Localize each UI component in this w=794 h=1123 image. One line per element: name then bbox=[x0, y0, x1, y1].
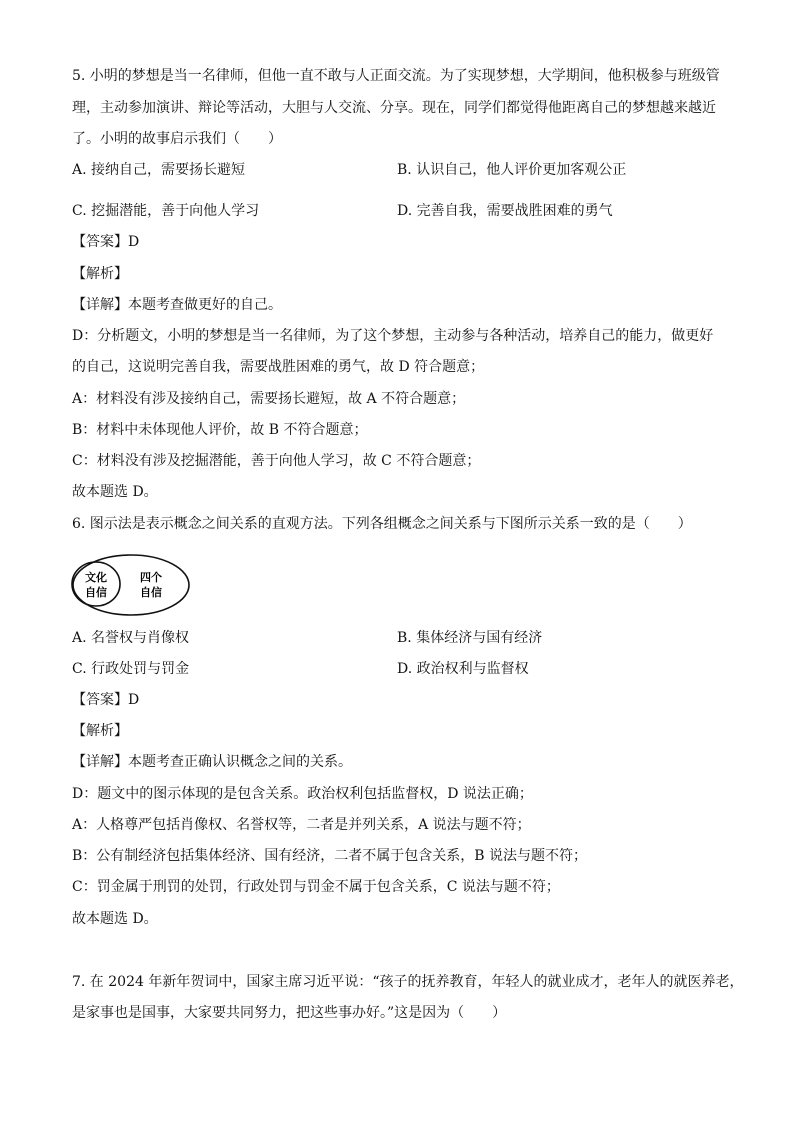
q6-explain-line: D：题文中的图示体现的是包含关系。政治权利包括监督权，D 说法正确； bbox=[72, 786, 533, 802]
q5-option-b: B. 认识自己，他人评价更加客观公正 bbox=[397, 162, 627, 178]
outer-label-line-2: 自信 bbox=[140, 586, 162, 599]
q5-explain-line: B：材料中未体现他人评价，故 B 不符合题意； bbox=[72, 422, 368, 438]
q7-stem-line-2: 是家事也是国事，大家要共同努力，把这些事办好。”这是因为（ ） bbox=[72, 1005, 507, 1021]
q6-explain-line: 故本题选 D。 bbox=[72, 911, 158, 927]
q6-stem: 6. 图示法是表示概念之间关系的直观方法。下列各组概念之间关系与下图所示关系一致的是（ ） bbox=[72, 516, 692, 532]
q6-analysis-label: 【解析】 bbox=[72, 723, 128, 739]
q6-option-b: B. 集体经济与国有经济 bbox=[397, 630, 543, 646]
q6-option-a: A. 名誉权与肖像权 bbox=[72, 630, 190, 646]
q5-explain-line: C：材料没有涉及挖掘潜能，善于向他人学习，故 C 不符合题意； bbox=[72, 453, 481, 469]
q5-analysis-label: 【解析】 bbox=[72, 266, 128, 282]
q6-answer: 【答案】D bbox=[72, 692, 140, 708]
q5-explain-line: D：分析题文，小明的梦想是当一名律师，为了这个梦想，主动参与各种活动，培养自己的能力，做更好 bbox=[72, 328, 714, 344]
q5-stem-line-3: 了。小明的故事启示我们（ ） bbox=[72, 131, 282, 147]
q5-option-a: A. 接纳自己，需要扬长避短 bbox=[72, 162, 246, 178]
q6-option-d: D. 政治权利与监督权 bbox=[397, 661, 529, 677]
q5-answer: 【答案】D bbox=[72, 234, 140, 250]
q6-detail: 【详解】本题考查正确认识概念之间的关系。 bbox=[72, 754, 352, 770]
q5-option-c: C. 挖掘潜能，善于向他人学习 bbox=[72, 203, 260, 219]
q6-explain-line: A：人格尊严包括肖像权、名誉权等，二者是并列关系，A 说法与题不符； bbox=[72, 817, 531, 833]
inner-label-line-1: 文化 bbox=[85, 571, 107, 584]
q5-explain-line: A：材料没有涉及接纳自己，需要扬长避短，故 A 不符合题意； bbox=[72, 391, 466, 407]
concept-inclusion-diagram bbox=[70, 552, 196, 620]
outer-label-line-1: 四个 bbox=[140, 571, 162, 584]
q7-stem-line-1: 7. 在 2024 年新年贺词中，国家主席习近平说：“孩子的抚养教育，年轻人的就业成才，老年人的就医养老， bbox=[72, 974, 744, 990]
q6-option-c: C. 行政处罚与罚金 bbox=[72, 661, 190, 677]
inner-label-line-2: 自信 bbox=[85, 586, 107, 599]
q5-stem-line-2: 理，主动参加演讲、辩论等活动，大胆与人交流、分享。现在，同学们都觉得他距离自己的梦想越来越近 bbox=[72, 100, 716, 116]
q6-explain-line: C：罚金属于刑罚的处罚，行政处罚与罚金不属于包含关系，C 说法与题不符； bbox=[72, 879, 560, 895]
q6-explain-line: B：公有制经济包括集体经济、国有经济，二者不属于包含关系，B 说法与题不符； bbox=[72, 848, 588, 864]
q5-option-d: D. 完善自我，需要战胜困难的勇气 bbox=[397, 203, 613, 219]
inner-ellipse bbox=[72, 562, 120, 606]
q5-explain-line: 故本题选 D。 bbox=[72, 484, 158, 500]
q5-detail: 【详解】本题考查做更好的自己。 bbox=[72, 297, 282, 313]
q5-explain-line: 的自己，这说明完善自我，需要战胜困难的勇气，故 D 符合题意； bbox=[72, 359, 485, 375]
q5-stem-line-1: 5. 小明的梦想是当一名律师，但他一直不敢与人正面交流。为了实现梦想，大学期间，他积极参与班级管 bbox=[72, 68, 720, 84]
